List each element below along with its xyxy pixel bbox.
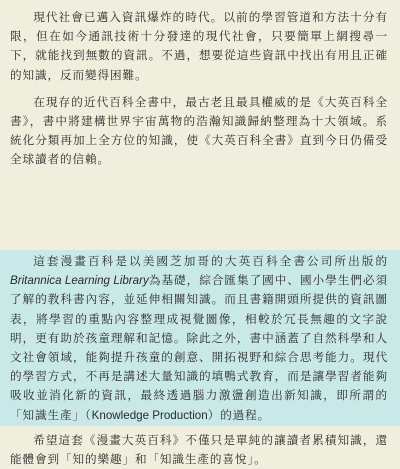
knowledge-production-term: Knowledge Production bbox=[91, 408, 208, 422]
paragraph-series-description bbox=[10, 252, 388, 425]
paragraph-hope: 希望這套《漫畫大英百科》不僅只是單純的讓讀者累積知識，還能體會到「知的樂趣」和「知識生產的喜悅」。 bbox=[10, 432, 388, 467]
paragraph-information-age: 現代社會已邁入資訊爆炸的時代。以前的學習管道和方法十分有限，但在如今通訊技術十分發達的現代社會，只要簡單上網搜尋一下，就能找到無數的資訊。不過，想要從這些資訊中找出有用且正確的知識，反而變得困難。 bbox=[10, 10, 388, 82]
series-body-text: 為基礎，綜合匯集了國中、國小學生們必須了解的教科書內容，並延伸相關知識。而且書籍開頭所提供的資訊圖表，將學習的重點內容整理成視覺圖像，相較於冗長無趣的文字說明，更有助於孩童理解和記憶。除此之外，書中涵蓋了自然科學和人文社會領域，能夠提升孩童的創意、開拓視野和綜合思考能力。現代的學習方式，不再是講述大量知識的填鴨式教育，而是讓學習者能夠吸收並消化新的資訊，最終透過腦力激盪創造出新知識，即所謂的「知識生產」（ bbox=[10, 273, 389, 422]
series-closing-text: ）的過程。 bbox=[207, 407, 271, 422]
library-title: Britannica Learning Library bbox=[10, 274, 149, 288]
paragraph-britannica-history: 在現存的近代百科全書中，最古老且最具權威的是《大英百科全書》，書中將建構世界宇宙萬物的浩瀚知識歸納整理為十大領域。系統化分類再加上全方位的知識，使《大英百科全書》直到今日仍備受全球讀者的信賴。 bbox=[10, 94, 388, 167]
highlight-box bbox=[0, 250, 400, 467]
series-intro-text: 這套漫畫百科是以美國芝加哥的大英百科全書公司所出版的 bbox=[33, 254, 388, 268]
